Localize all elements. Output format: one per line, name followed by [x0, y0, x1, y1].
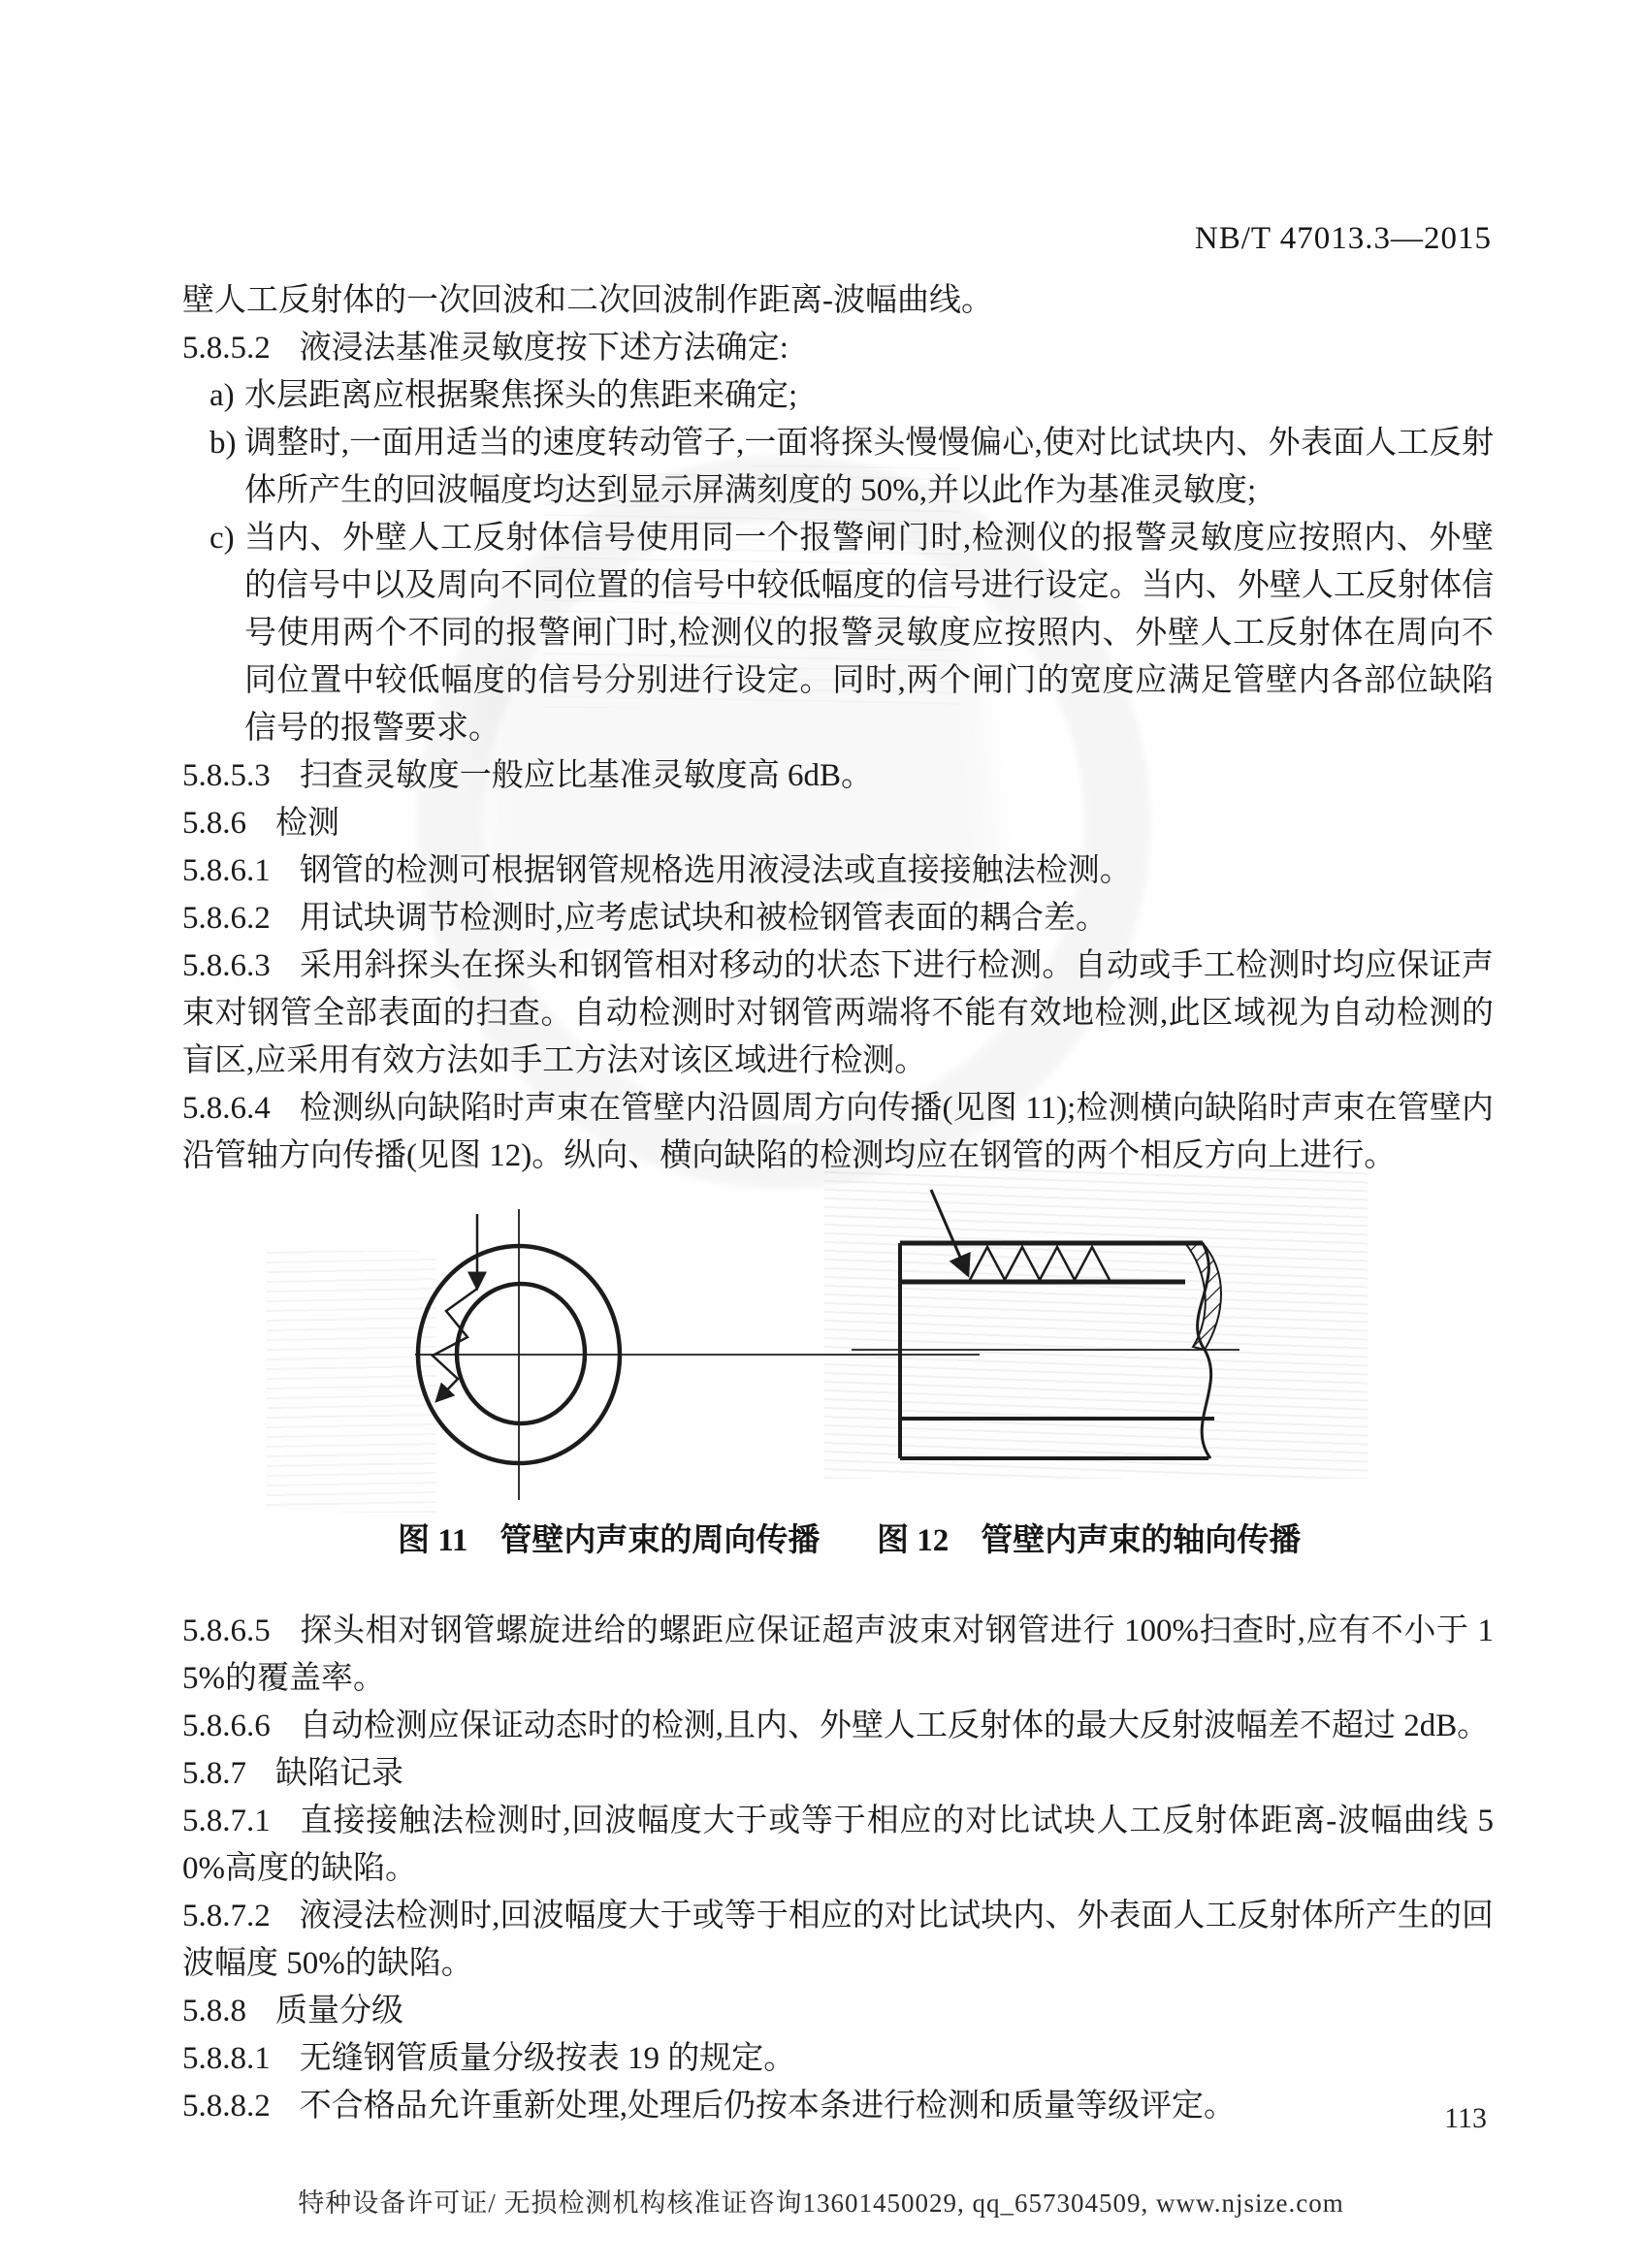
section-5-8-6-2: [182, 895, 1494, 942]
section-number: 5.8.6.3: [182, 948, 271, 983]
section-number: 5.8.5.2: [182, 331, 271, 366]
page-number: 113: [1444, 2102, 1487, 2134]
section-5-8-6-6: [182, 1703, 1494, 1750]
list-label: c): [209, 521, 235, 556]
section-text: 缺陷记录: [275, 1756, 403, 1791]
section-text: 用试块调节检测时,应考虑试块和被检钢管表面的耦合差。: [299, 901, 1108, 936]
section-number: 5.8.8: [182, 1994, 246, 2028]
body-text: [182, 277, 1494, 2130]
section-text: 液浸法检测时,回波幅度大于或等于相应的对比试块内、外表面人工反射体所产生的回波幅度 50%的缺陷。: [182, 1899, 1494, 1981]
figure-11-12-drawing: [388, 1180, 1241, 1515]
section-5-8-6-1: [182, 847, 1494, 895]
section-text: 探头相对钢管螺旋进给的螺距应保证超声波束对钢管进行 100%扫查时,应有不小于 15%的覆盖率。: [182, 1613, 1494, 1696]
list-text: 调整时,一面用适当的速度转动管子,一面将探头慢慢偏心,使对比试块内、外表面人工反射体所产生的回波幅度均达到显示屏满刻度的 50%,并以此作为基准灵敏度;: [244, 426, 1494, 508]
footer-watermark-text: 特种设备许可证/ 无损检测机构核准证咨询13601450029, qq_657304509, www.njsize.com: [298, 2188, 1344, 2218]
section-5-8-6-3: [182, 942, 1494, 1085]
list-item-b: [182, 420, 1494, 515]
list-item-c: [182, 515, 1494, 752]
section-number: 5.8.6.1: [182, 853, 271, 888]
list-label: b): [209, 426, 237, 461]
section-number: 5.8.6.2: [182, 901, 271, 936]
section-text: 扫查灵敏度一般应比基准灵敏度高 6dB。: [299, 758, 874, 793]
section-5-8-5-3: [182, 752, 1494, 800]
section-number: 5.8.6.6: [182, 1709, 271, 1743]
section-5-8-8: [182, 1988, 1494, 2035]
section-text: 钢管的检测可根据钢管规格选用液浸法或直接接触法检测。: [299, 853, 1132, 888]
section-number: 5.8.7.2: [182, 1899, 271, 1933]
list-text: 水层距离应根据聚焦探头的焦距来确定;: [244, 378, 798, 413]
section-text: 直接接触法检测时,回波幅度大于或等于相应的对比试块人工反射体距离-波幅曲线 50%高度的缺陷。: [182, 1804, 1494, 1886]
section-text: 液浸法基准灵敏度按下述方法确定:: [299, 331, 789, 366]
section-5-8-7-2: [182, 1893, 1494, 1988]
section-text: 检测纵向缺陷时声束在管壁内沿圆周方向传播(见图 11);检测横向缺陷时声束在管壁内沿管轴方向传播(见图 12)。纵向、横向缺陷的检测均应在钢管的两个相反方向上进行。: [182, 1091, 1494, 1173]
section-number: 5.8.5.3: [182, 758, 271, 793]
section-5-8-8-2: [182, 2083, 1494, 2130]
figure-12-caption: 图 12 管壁内声束的轴向传播: [877, 1523, 1302, 1558]
section-5-8-5-2: [182, 325, 1494, 372]
section-text: 无缝钢管质量分级按表 19 的规定。: [299, 2041, 796, 2076]
section-5-8-6-4: [182, 1085, 1494, 1180]
section-5-8-6-5: [182, 1608, 1494, 1703]
section-5-8-8-1: [182, 2035, 1494, 2083]
section-number: 5.8.8.1: [182, 2041, 271, 2076]
section-text: 检测: [275, 806, 339, 841]
section-text: 自动检测应保证动态时的检测,且内、外壁人工反射体的最大反射波幅差不超过 2dB。: [299, 1709, 1490, 1743]
section-number: 5.8.6: [182, 806, 246, 841]
list-text: 当内、外壁人工反射体信号使用同一个报警闸门时,检测仪的报警灵敏度应按照内、外壁的信号中以及周向不同位置的信号中较低幅度的信号进行设定。当内、外壁人工反射体信号使用两个不同的报警闸门时,检测仪的报警灵敏度应按照内、外壁人工反射体在周向不同位置中较低幅度的信号分别进行设定。同时,两个闸门的宽度应满足管壁内各部位缺陷信号的报警要求。: [244, 521, 1494, 746]
section-text: 采用斜探头在探头和钢管相对移动的状态下进行检测。自动或手工检测时均应保证声束对钢管全部表面的扫查。自动检测时对钢管两端将不能有效地检测,此区域视为自动检测的盲区,应采用有效方法如手工方法对该区域进行检测。: [182, 948, 1494, 1078]
figure-block: [182, 1180, 1494, 1608]
section-number: 5.8.6.4: [182, 1091, 271, 1126]
section-5-8-7: [182, 1750, 1494, 1798]
section-number: 5.8.6.5: [182, 1613, 271, 1648]
paragraph-carryover: 壁人工反射体的一次回波和二次回波制作距离-波幅曲线。: [182, 283, 993, 318]
standard-number-header: NB/T 47013.3—2015: [1194, 221, 1492, 256]
section-5-8-6: [182, 800, 1494, 847]
section-5-8-7-1: [182, 1798, 1494, 1893]
section-number: 5.8.7.1: [182, 1804, 271, 1838]
list-label: a): [209, 378, 235, 413]
figure-11-caption: 图 11 管壁内声束的周向传播: [398, 1523, 821, 1558]
section-number: 5.8.7: [182, 1756, 246, 1791]
list-item-a: [182, 372, 1494, 420]
section-number: 5.8.8.2: [182, 2089, 271, 2124]
section-text: 质量分级: [275, 1994, 403, 2028]
section-text: 不合格品允许重新处理,处理后仍按本条进行检测和质量等级评定。: [299, 2089, 1236, 2124]
